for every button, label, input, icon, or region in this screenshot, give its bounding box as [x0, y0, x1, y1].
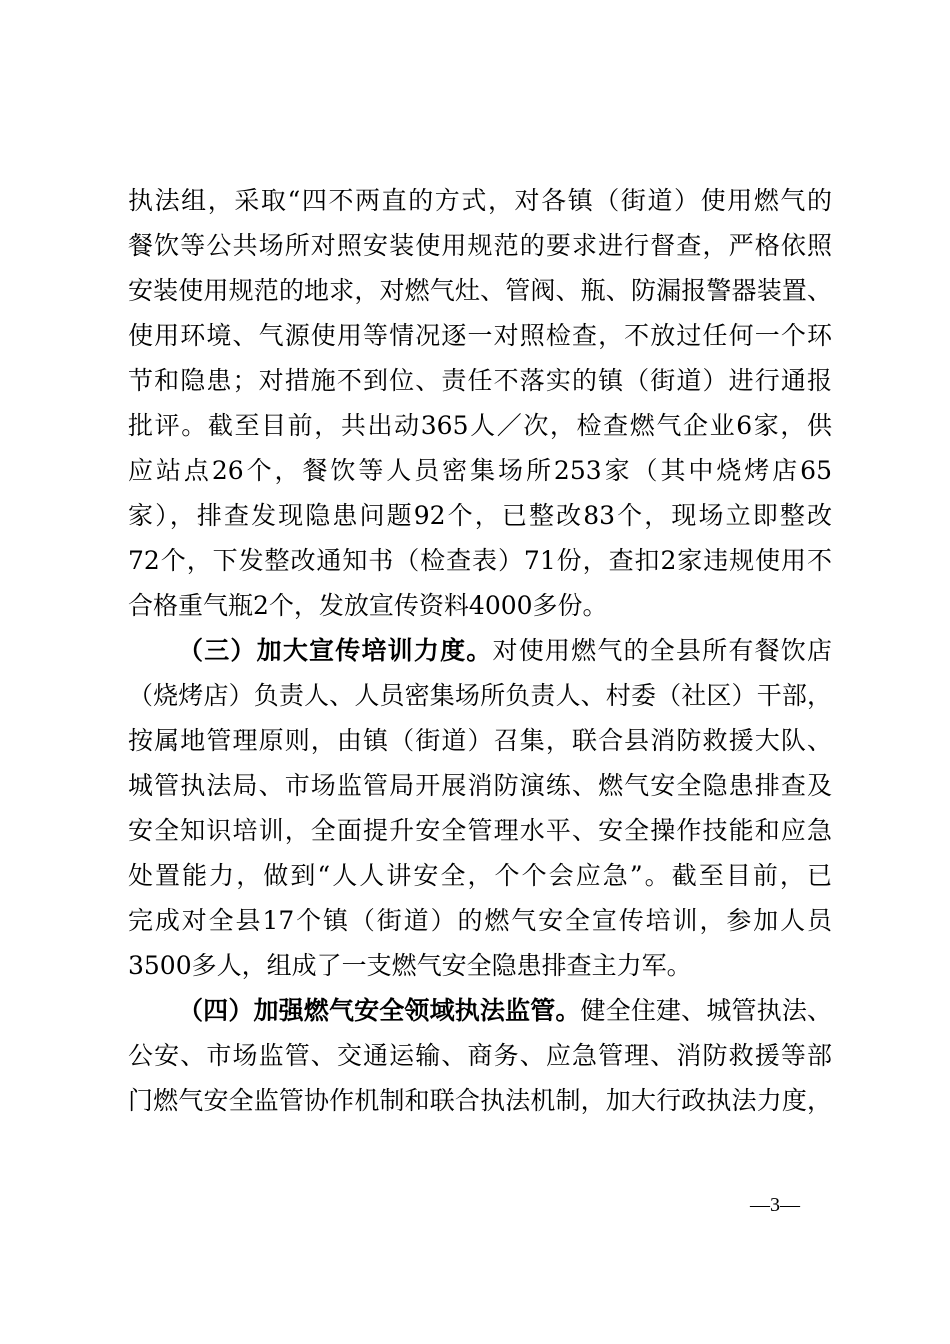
text-line: 完成对全县17个镇（街道）的燃气安全宣传培训，参加人员 [128, 906, 832, 935]
text-line: 批评。截至目前，共出动365人／次，检查燃气企业6家，供 [128, 411, 832, 440]
section-4-first-line-text: 健全住建、城管执法、 [580, 996, 832, 1025]
text-line: 3500多人，组成了一支燃气安全隐患排查主力军。 [128, 951, 692, 980]
text-line: 按属地管理原则，由镇（街道）召集，联合县消防救援大队、 [128, 726, 832, 755]
text-line: （烧烤店）负责人、人员密集场所负责人、村委（社区）干部， [128, 681, 832, 710]
text-line: 安全知识培训，全面提升安全管理水平、安全操作技能和应急 [128, 816, 832, 845]
text-line: 城管执法局、市场监管局开展消防演练、燃气安全隐患排查及 [128, 771, 832, 800]
text-line: 公安、市场监管、交通运输、商务、应急管理、消防救援等部 [128, 1041, 832, 1070]
section-3-first-line-text: 对使用燃气的全县所有餐饮店 [492, 636, 832, 665]
section-3-heading: （三）加大宣传培训力度。 [178, 636, 493, 665]
text-line: 门燃气安全监管协作机制和联合执法机制，加大行政执法力度， [128, 1086, 832, 1115]
text-line: 应站点26个，餐饮等人员密集场所253家（其中烧烤店65 [128, 456, 832, 485]
section-3-first-line [128, 628, 832, 673]
body-text [128, 178, 832, 1123]
text-line: 执法组，采取“四不两直的方式，对各镇（街道）使用燃气的 [128, 186, 832, 215]
text-line: 处置能力，做到“人人讲安全，个个会应急”。截至目前，已 [128, 861, 832, 890]
text-line: 72个，下发整改通知书（检查表）71份，查扣2家违规使用不 [128, 546, 832, 575]
section-4-first-line [128, 988, 832, 1033]
page-number: —3— [750, 1194, 800, 1216]
text-line: 餐饮等公共场所对照安装使用规范的要求进行督查，严格依照 [128, 231, 832, 260]
section-4-heading: （四）加强燃气安全领域执法监管。 [178, 996, 581, 1025]
text-line: 家），排查发现隐患问题92个，已整改83个，现场立即整改 [128, 501, 832, 530]
text-line: 安装使用规范的地求，对燃气灶、管阀、瓶、防漏报警器装置、 [128, 276, 832, 305]
text-line: 使用环境、气源使用等情况逐一对照检查，不放过任何一个环 [128, 321, 832, 350]
text-line: 节和隐患；对措施不到位、责任不落实的镇（街道）进行通报 [128, 366, 832, 395]
text-line: 合格重气瓶2个，发放宣传资料4000多份。 [128, 591, 608, 620]
